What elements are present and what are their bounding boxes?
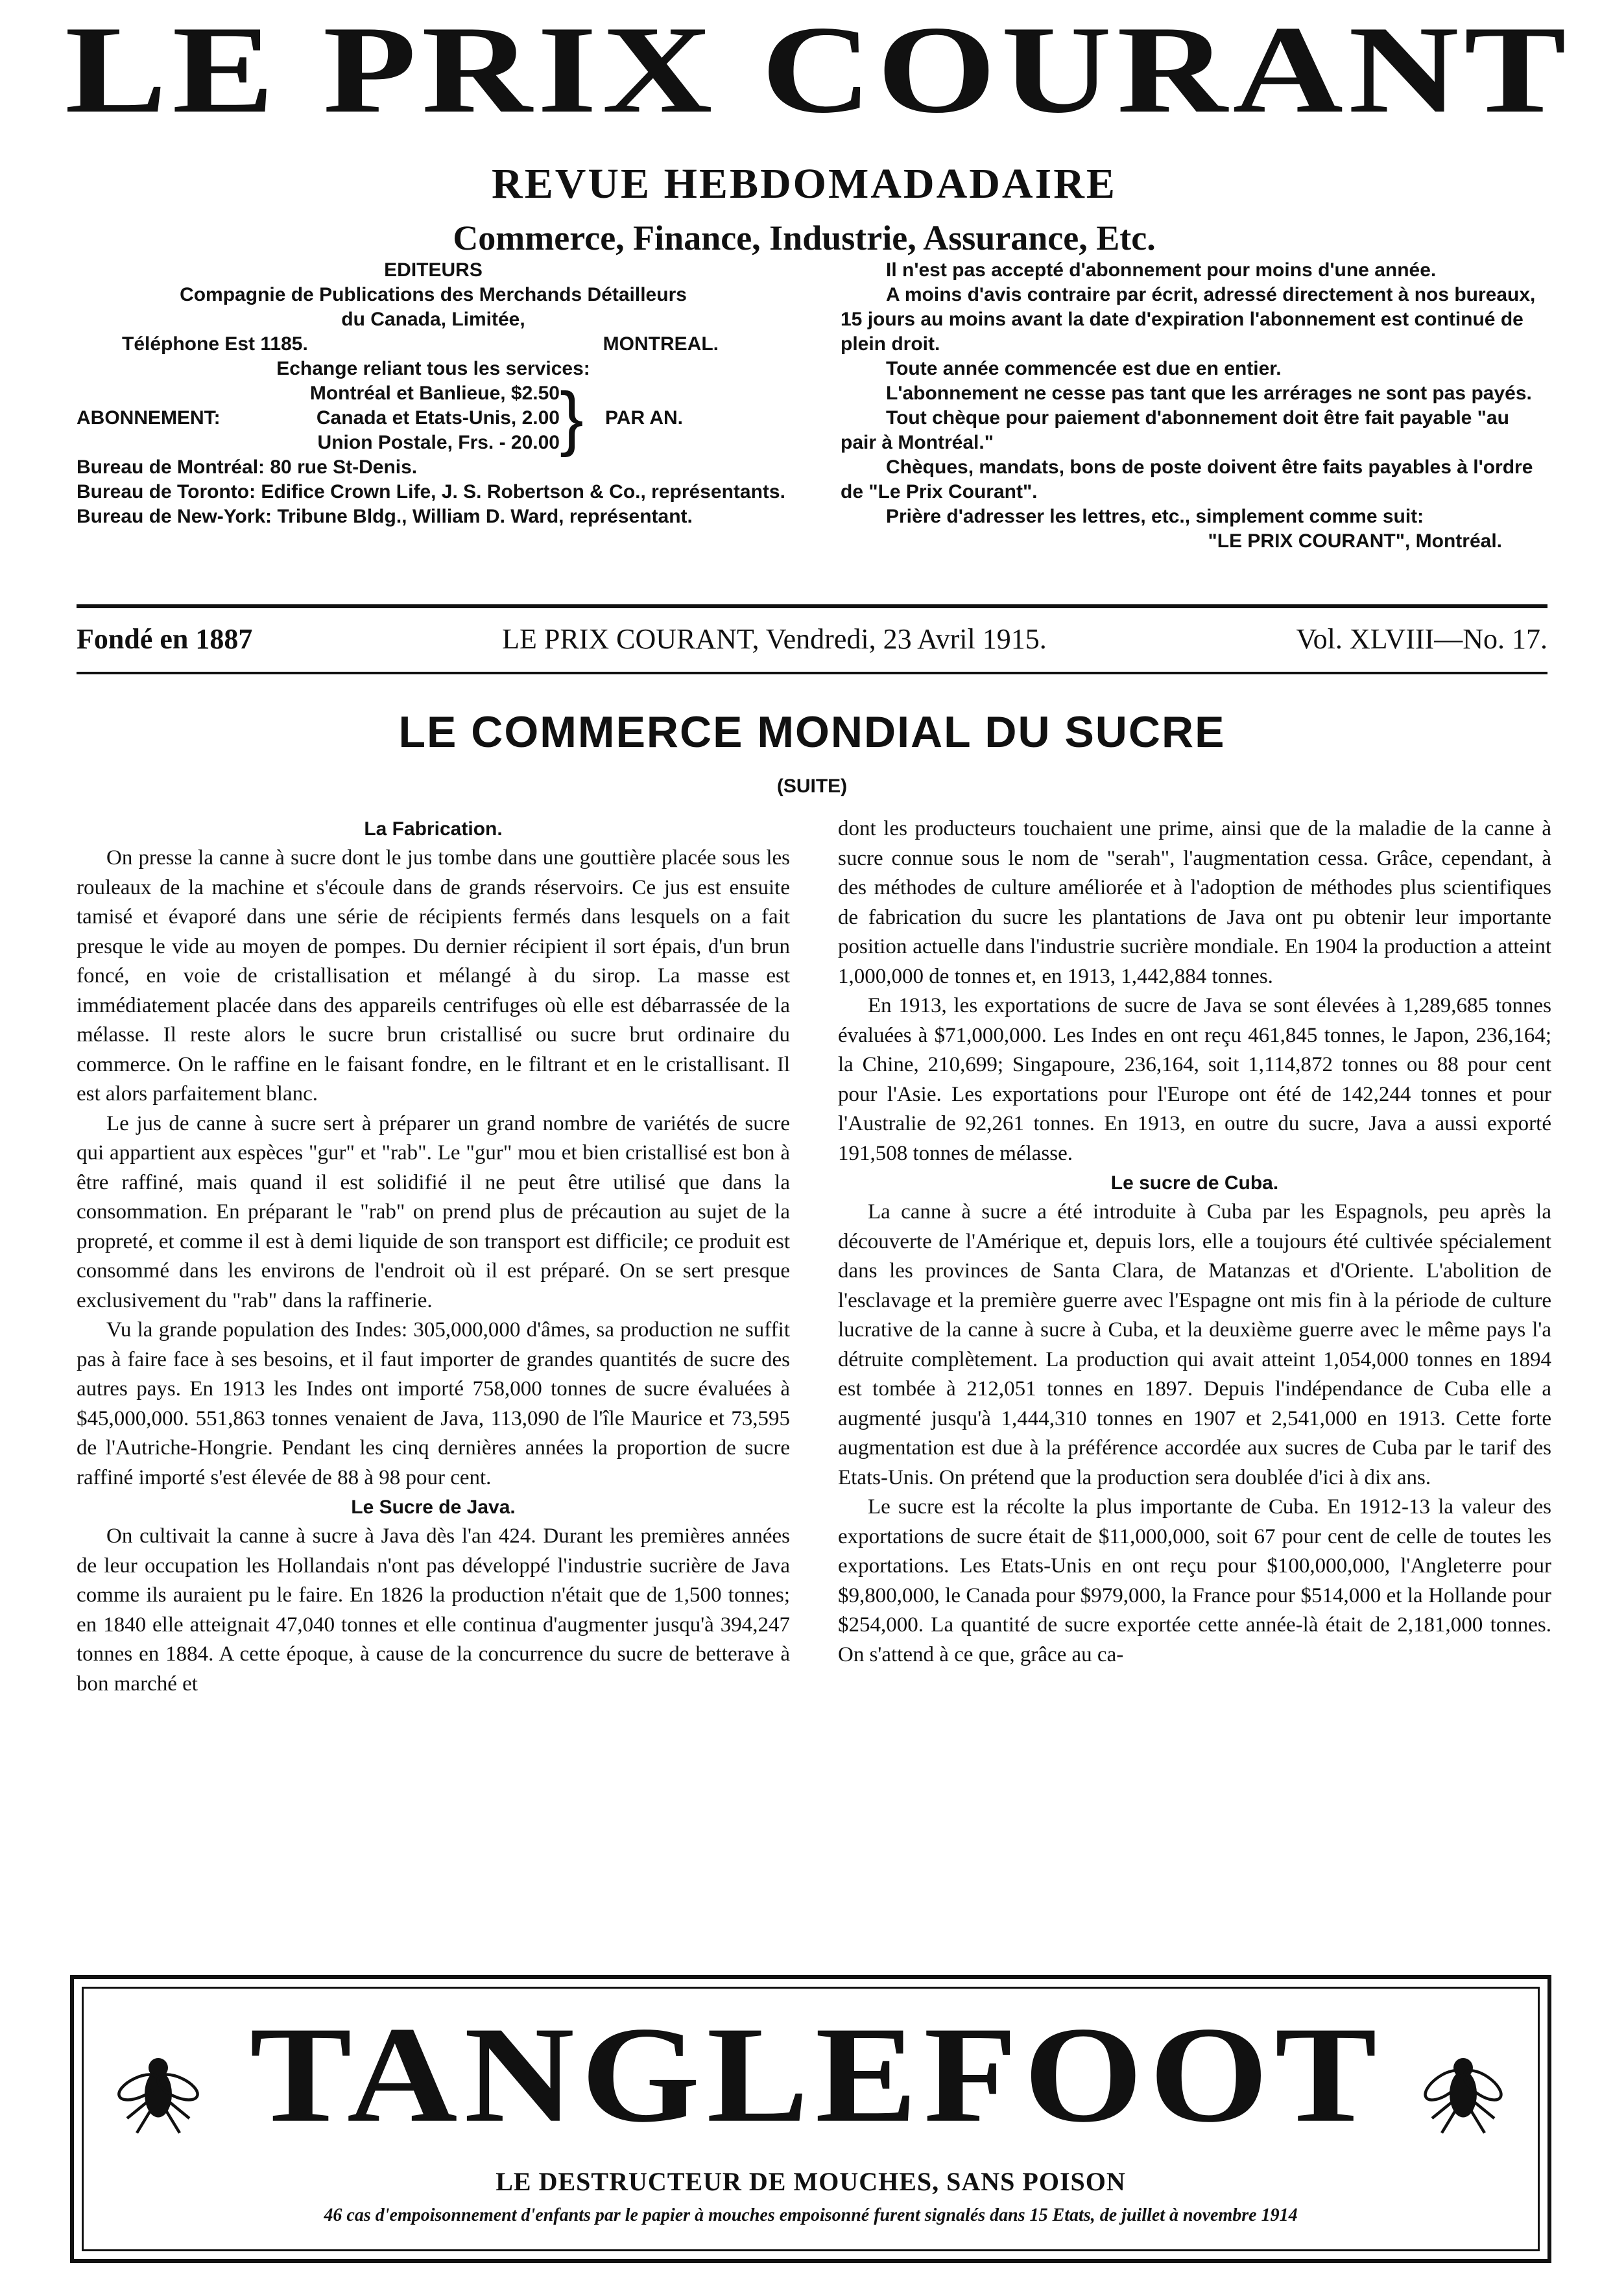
publisher-phone: Téléphone Est 1185. [122,333,308,355]
section-heading: Le sucre de Cuba. [1110,1172,1279,1194]
brace-icon: } [560,378,584,458]
term-line: Chèques, mandats, bons de poste doivent être faits payables à l'ordre de "Le Prix Courant". [841,456,1533,503]
section-heading: La Fabrication. [364,818,503,840]
fly-icon [1415,2041,1512,2138]
mailing-address: "LE PRIX COURANT", Montréal. [1208,530,1502,552]
article-paragraph: On presse la canne à sucre dont le jus tombe dans une gouttière placée sous les rouleaux de la machine et s'écoule dans de grands réservoirs. Ce jus est ensuite tamisé et évaporé dans une série de récipients fermés dans lesquels on a fait presque le vide au moyen de pompes. Du dernier récipient il sort épais, d'un brun foncé, en voie de cristallisation et mélangé à du sirop. La masse est immédiatement placée dans des appareils centrifuges où elle est débarrassée de la mélasse. Il reste alors le sucre brun cristallisé ou sucre brut ordinaire du commerce. On le raffine en le faisant fondre, en le filtrant et en le cristallisant. Il est alors parfaitement blanc. [77,846,790,1106]
founded-label: Fondé en 1887 [77,623,253,655]
masthead-subtitle: REVUE HEBDOMADADAIRE [492,160,1117,207]
subscription-rates [77,378,790,458]
term-line: Prière d'adresser les lettres, etc., simplement comme suit: [886,506,1424,527]
publisher-city: MONTREAL. [603,333,719,355]
term-line: Tout chèque pour paiement d'abonnement doit être fait payable "au pair à Montréal." [841,407,1509,453]
ad-brand-name: TANGLEFOOT [250,1998,1383,2151]
masthead-title: LE PRIX COURANT [65,0,1571,139]
section-heading: Le Sucre de Java. [351,1497,516,1518]
publisher-exchange: Echange reliant tous les services: [276,358,590,379]
dateline-rule [77,672,1547,674]
publisher-info [77,258,790,529]
ad-inner-border [82,1987,1540,2251]
office-montreal: Bureau de Montréal: 80 rue St-Denis. [77,456,418,478]
article-paragraph: Vu la grande population des Indes: 305,000,000 d'âmes, sa production ne suffit pas à faire face à ses besoins, et il faut importer de grandes quantités de sucre des autres pays. En 1913 les Indes ont importé 758,000 tonnes de sucre évaluées à $45,000,000. 551,863 tonnes venaient de Java, 113,090 de l'île Maurice et 73,595 de l'Autriche-Hongrie. Pendant les cinq dernières années la proportion de sucre raffiné importé s'est élevée de 88 à 98 pour cent. [77,1318,790,1489]
tanglefoot-advertisement [70,1975,1551,2263]
article-paragraph: dont les producteurs touchaient une prime, ainsi que de la maladie de la canne à sucre connue sous le nom de "serah", l'augmentation cessa. Grâce, cependant, à des méthodes de culture améliorée et à l'adoption de méthodes plus scientifiques de fabrication du sucre les plantations de Java ont pu obtenir leur importante position actuelle dans l'industrie sucrière mondiale. En 1904 la production a atteint 1,000,000 de tonnes et, en 1913, 1,442,884 tonnes. [838,817,1551,988]
dateline [77,622,1547,656]
subscription-terms [841,258,1547,554]
publisher-company-line2: du Canada, Limitée, [341,309,525,330]
office-new-york: Bureau de New-York: Tribune Bldg., William D. Ward, représentant. [77,506,693,527]
term-line: A moins d'avis contraire par écrit, adressé directement à nos bureaux, 15 jours au moins avant la date d'expiration l'abonnement est continué de plein droit. [841,284,1536,355]
subscription-label: ABONNEMENT: [77,407,221,429]
per-year-label: PAR AN. [605,407,683,429]
article-paragraph: On cultivait la canne à sucre à Java dès l'an 424. Durant les premières années de leur occupation les Hollandais n'ont pas développé l'industrie sucrière de Java comme ils auraient pu le faire. En 1826 la production n'était que de 1,500 tonnes; en 1840 elle atteignait 47,040 tonnes et elle continua d'augmenter jusqu'à 394,247 tonnes en 1884. A cette époque, à cause de la concurrence du sucre de betterave à bon marché et [77,1524,790,1696]
fly-icon [110,2041,207,2138]
rate-montreal: Montréal et Banlieue, $2.50 [309,383,560,404]
ad-tagline: LE DESTRUCTEUR DE MOUCHES, SANS POISON [496,2167,1126,2196]
header-rule [77,604,1547,608]
term-line: L'abonnement ne cesse pas tant que les arrérages ne sont pas payés. [886,383,1532,404]
masthead-tagline: Commerce, Finance, Industrie, Assurance, Etc. [453,219,1156,257]
rate-union-postale: Union Postale, Frs. - 20.00 [317,432,560,453]
office-toronto: Bureau de Toronto: Edifice Crown Life, J. S. Robertson & Co., représentants. [77,481,785,503]
masthead [65,0,1571,257]
rate-canada-us: Canada et Etats-Unis, 2.00 [316,407,560,429]
article-title: LE COMMERCE MONDIAL DU SUCRE [398,707,1226,757]
article-paragraph: En 1913, les exportations de sucre de Java se sont élevées à 1,289,685 tonnes évaluées à $71,000,000. Les Indes en ont reçu 461,845 tonnes, le Japon, 236,164; la Chine, 210,699; Singapoure, 236,164, soit 1,114,872 tonnes ou 88 pour cent pour l'Asie. Les exportations pour l'Europe ont été de 142,244 tonnes et pour l'Australie de 92,261 tonnes. En 1913, en outre du sucre, Java a aussi exporté 191,508 tonnes de mélasse. [838,994,1551,1165]
article-paragraph: La canne à sucre a été introduite à Cuba par les Espagnols, peu après la découverte de l'Amérique et, depuis lors, elle a toujours été cultivée spécialement dans les provinces de Santa Clara, de Matanzas et d'Oriente. L'abolition de l'esclavage et la première guerre avec l'Espagne ont mis fin à la période de culture lucrative de la canne à sucre à Cuba, et la deuxième guerre avec le même pays l'a détruite complètement. La production qui avait atteint 1,054,000 tonnes en 1894 est tombée à 212,051 tonnes en 1897. Depuis l'indépendance de Cuba elle a augmenté jusqu'à 1,444,310 tonnes en 1907 et 2,541,000 en 1913. Cette forte augmentation est due à la préférence accordée aux sucres de Cuba par le tarif des Etats-Unis. On prétend que la production sera doublée d'ici à dix ans. [838,1200,1551,1489]
publisher-company-line1: Compagnie de Publications des Merchands Détailleurs [180,284,687,305]
article-column-right [838,814,1551,1670]
article-paragraph: Le jus de canne à sucre sert à préparer un grand nombre de variétés de sucre qui appartient aux espèces "gur" et "rab". Le "gur" mou et bien cristallisé est bon à être raffiné, mais quand il est solidifié il ne peut être utilisé que dans la consommation. En préparant le "rab" on prend plus de précaution au sujet de la propreté, et comme il est à demi liquide de son transport est difficile; ce produit est consommé dans les environs de l'endroit où il est préparé. On se sert presque exclusivement du "rab" dans la raffinerie. [77,1111,790,1312]
ad-note: 46 cas d'empoisonnement d'enfants par le papier à mouches empoisonné furent signalés dans 15 Etats, de juillet à novembre 1914 [324,2205,1298,2225]
issue-date: LE PRIX COURANT, Vendredi, 23 Avril 1915. [502,623,1047,655]
publisher-heading: EDITEURS [384,259,483,281]
article-column-left [77,814,790,1699]
article-paragraph: Le sucre est la récolte la plus importante de Cuba. En 1912-13 la valeur des exportations de sucre était de $11,000,000, soit 67 pour cent de celle de toutes les exportations. Les Etats-Unis en ont reçu pour $100,000,000, l'Angleterre pour $9,800,000, le Canada pour $979,000, la France pour $514,000 et la Hollande pour $254,000. La quantité de sucre exportée cette année-là était de 2,181,000 tonnes. On s'attend à ce que, grâce au ca- [838,1495,1551,1666]
volume-number: Vol. XLVIII—No. 17. [1296,623,1547,655]
term-line: Il n'est pas accepté d'abonnement pour moins d'une année. [886,259,1437,281]
article-suite: (SUITE) [776,775,848,797]
term-line: Toute année commencée est due en entier. [886,358,1282,379]
